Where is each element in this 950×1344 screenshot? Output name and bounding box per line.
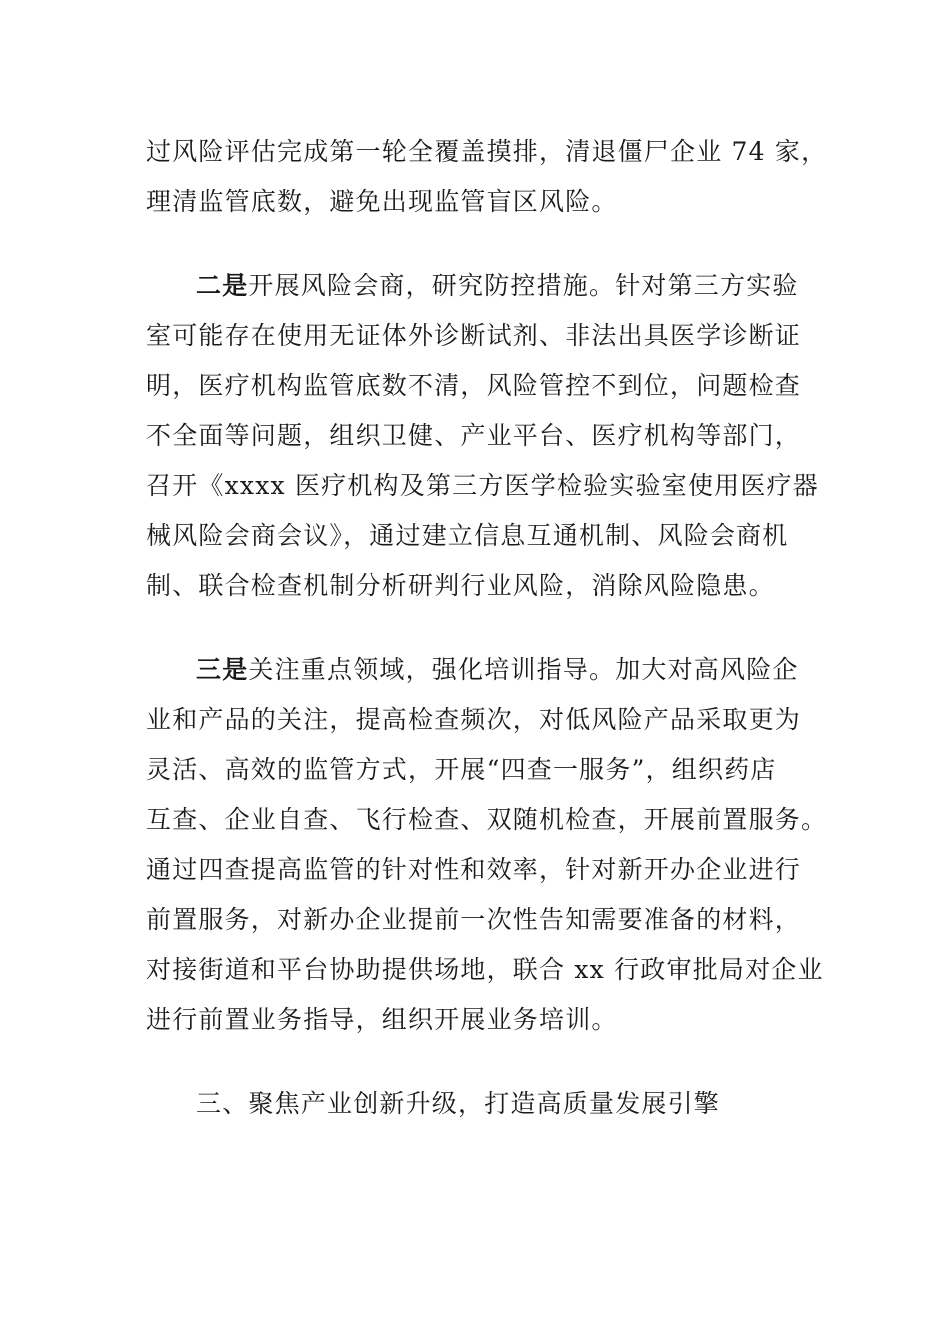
- paragraph-first-text: 开展风险会商，研究防控措施。针对第三方实验: [248, 271, 799, 300]
- text-line: 通过四查提高监管的针对性和效率，针对新开办企业进行: [146, 855, 802, 884]
- text-line: 业和产品的关注，提高检查频次，对低风险产品采取更为: [146, 705, 802, 734]
- paragraph-lead: 三是: [196, 655, 249, 684]
- paragraph-first-text: 关注重点领域，强化培训指导。加大对高风险企: [248, 655, 799, 684]
- text-line: 明，医疗机构监管底数不清，风险管控不到位，问题检查: [146, 371, 802, 400]
- paragraph-first-line: [196, 268, 856, 304]
- text-line: 召开《xxxx 医疗机构及第三方医学检验实验室使用医疗器: [146, 471, 819, 500]
- text-line: 不全面等问题，组织卫健、产业平台、医疗机构等部门，: [146, 421, 802, 450]
- text-line: 进行前置业务指导，组织开展业务培训。: [146, 1005, 618, 1034]
- text-line: 过风险评估完成第一轮全覆盖摸排，清退僵尸企业 74 家，: [146, 137, 828, 166]
- text-line: 前置服务，对新办企业提前一次性告知需要准备的材料，: [146, 905, 802, 934]
- paragraph-lead: 二是: [196, 271, 249, 300]
- text-line: 灵活、高效的监管方式，开展“四查一服务”，组织药店: [146, 755, 777, 784]
- section-heading: 三、聚焦产业创新升级，打造高质量发展引擎: [196, 1089, 721, 1118]
- text-line: 对接街道和平台协助提供场地，联合 xx 行政审批局对企业: [146, 955, 824, 984]
- paragraph-first-line: [196, 652, 856, 688]
- text-line: 制、联合检查机制分析研判行业风险，消除风险隐患。: [146, 571, 775, 600]
- text-line: 理清监管底数，避免出现监管盲区风险。: [146, 187, 618, 216]
- text-line: 室可能存在使用无证体外诊断试剂、非法出具医学诊断证: [146, 321, 802, 350]
- text-line: 械风险会商会议》，通过建立信息互通机制、风险会商机: [146, 521, 789, 550]
- text-line: 互查、企业自查、飞行检查、双随机检查，开展前置服务。: [146, 805, 828, 834]
